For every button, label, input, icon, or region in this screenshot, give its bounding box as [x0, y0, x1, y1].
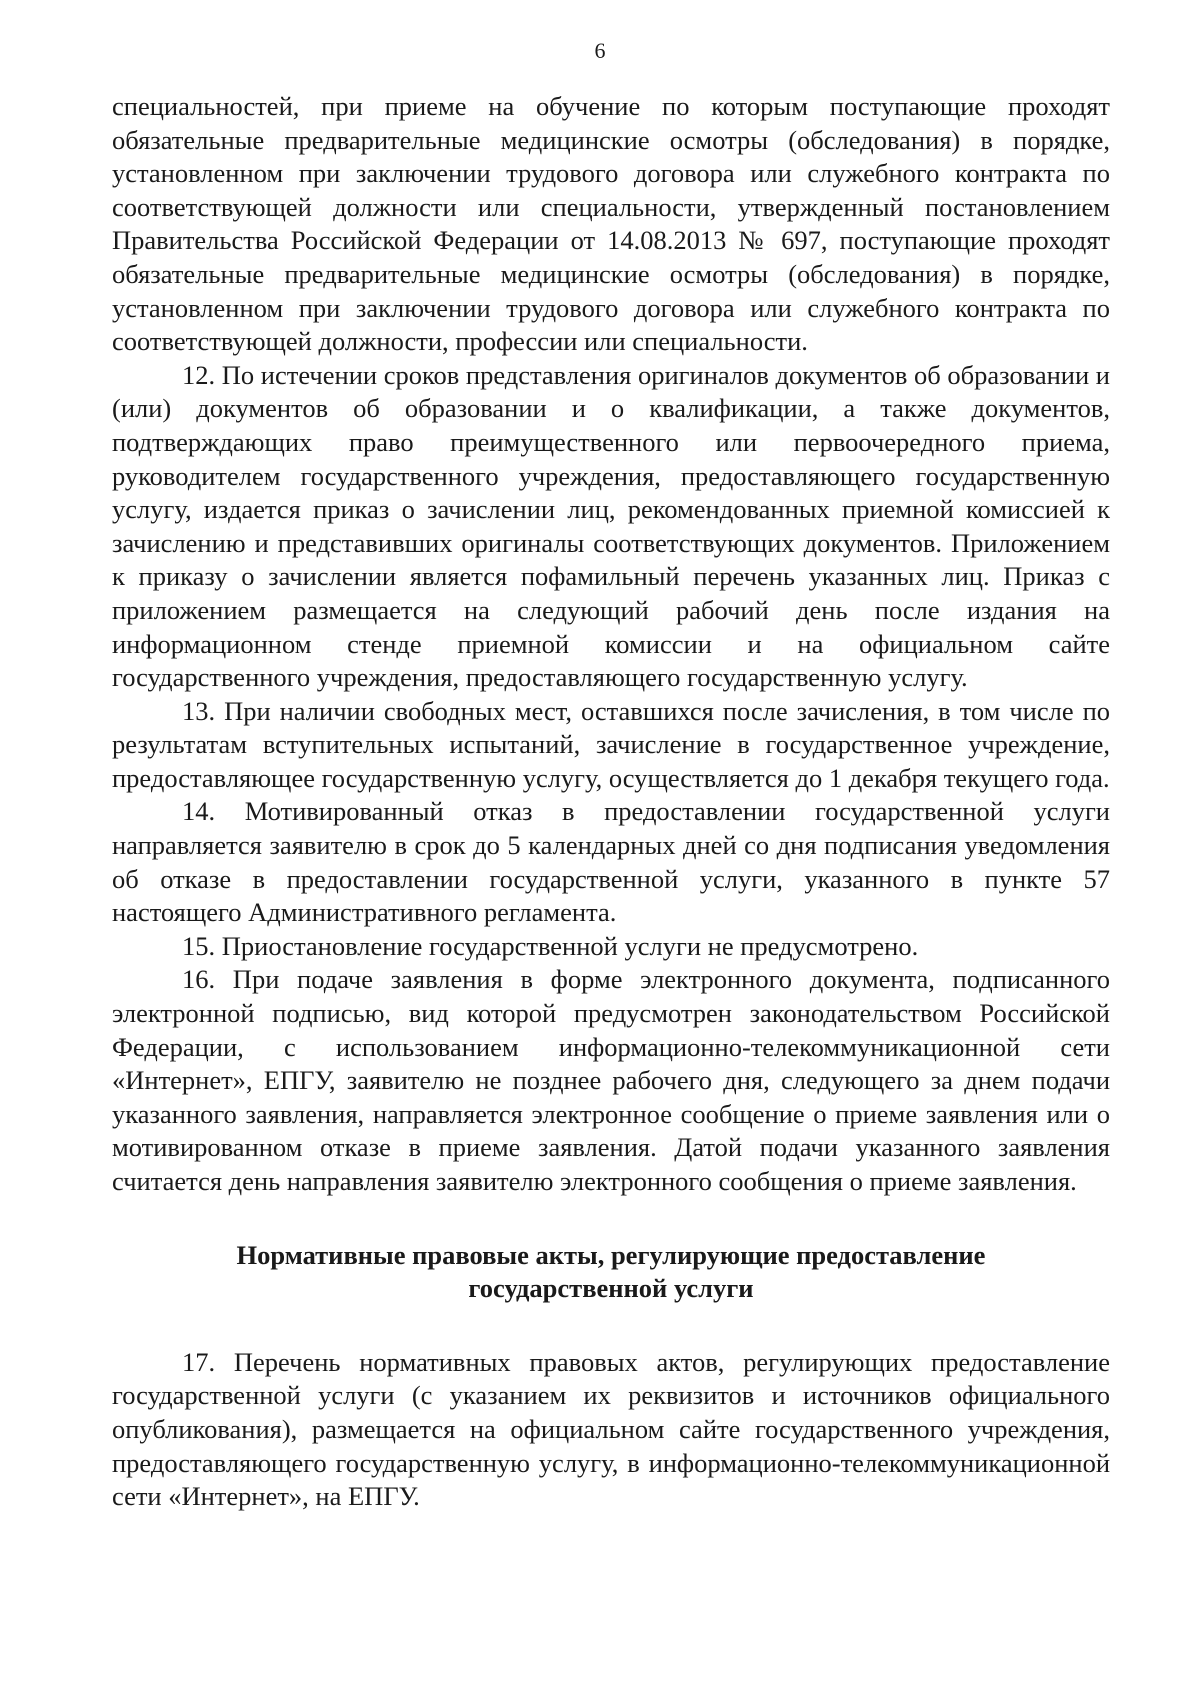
paragraph-17: 17. Перечень нормативных правовых актов, регулирующих предоставление государственной услуги (с указанием их реквизитов и источников официального опубликования), размещается на официальном сайте государственного учреждения, предоставляющего государственную услугу, в информационно-телекоммуникационной сети «Интернет», на ЕПГУ.: [112, 1346, 1110, 1512]
paragraph-16: 16. При подаче заявления в форме электронного документа, подписанного электронной подписью, вид которой предусмотрен законодательством Российской Федерации, с использованием информационно-телекоммуникационной сети «Интернет», ЕПГУ, заявителю не позднее рабочего дня, следующего за днем подачи указанного заявления, направляется электронное сообщение о приеме заявления или о мотивированном отказе в приеме заявления. Датой подачи указанного заявления считается день направления заявителю электронного сообщения о приеме заявления.: [112, 964, 1110, 1196]
page-number: 6: [594, 38, 606, 63]
section-heading-line-2: государственной услуги: [468, 1273, 754, 1304]
paragraph-15: 15. Приостановление государственной услуги не предусмотрено.: [182, 930, 919, 961]
section-heading: [112, 1239, 1110, 1306]
paragraph-13: 13. При наличии свободных мест, оставшихся после зачисления, в том числе по результатам вступительных испытаний, зачисление в государственное учреждение, предоставляющее государственную услугу, осуществляется до 1 декабря текущего года.: [112, 695, 1110, 793]
paragraph-12: 12. По истечении сроков представления оригиналов документов об образовании и (или) документов об образовании и о квалификации, а также документов, подтверждающих право преимущественного или первоочередного приема, руководителем государственного учреждения, предоставляющего государственную услугу, издается приказ о зачислении лиц, рекомендованных приемной комиссией к зачислению и представивших оригиналы соответствующих документов. Приложением к приказу о зачислении является пофамильный перечень указанных лиц. Приказ с приложением размещается на следующий рабочий день после издания на информационном стенде приемной комиссии и на официальном сайте государственного учреждения, предоставляющего государственную услугу.: [112, 359, 1110, 693]
section-heading-line-1: Нормативные правовые акты, регулирующие предоставление: [236, 1239, 986, 1270]
paragraph-14: 14. Мотивированный отказ в предоставлении государственной услуги направляется заявителю в срок до 5 календарных дней со дня подписания уведомления об отказе в предоставлении государственной услуги, указанного в пункте 57 настоящего Административного регламента.: [112, 796, 1110, 928]
paragraph-continuation: специальностей, при приеме на обучение по которым поступающие проходят обязательные предварительные медицинские осмотры (обследования) в порядке, установленном при заключении трудового договора или служебного контракта по соответствующей должности или специальности, утвержденный постановлением Правительства Российской Федерации от 14.08.2013 № 697, поступающие проходят обязательные предварительные медицинские осмотры (обследования) в порядке, установленном при заключении трудового договора или служебного контракта по соответствующей должности, профессии или специальности.: [112, 91, 1110, 357]
document-body: [112, 90, 1110, 1514]
